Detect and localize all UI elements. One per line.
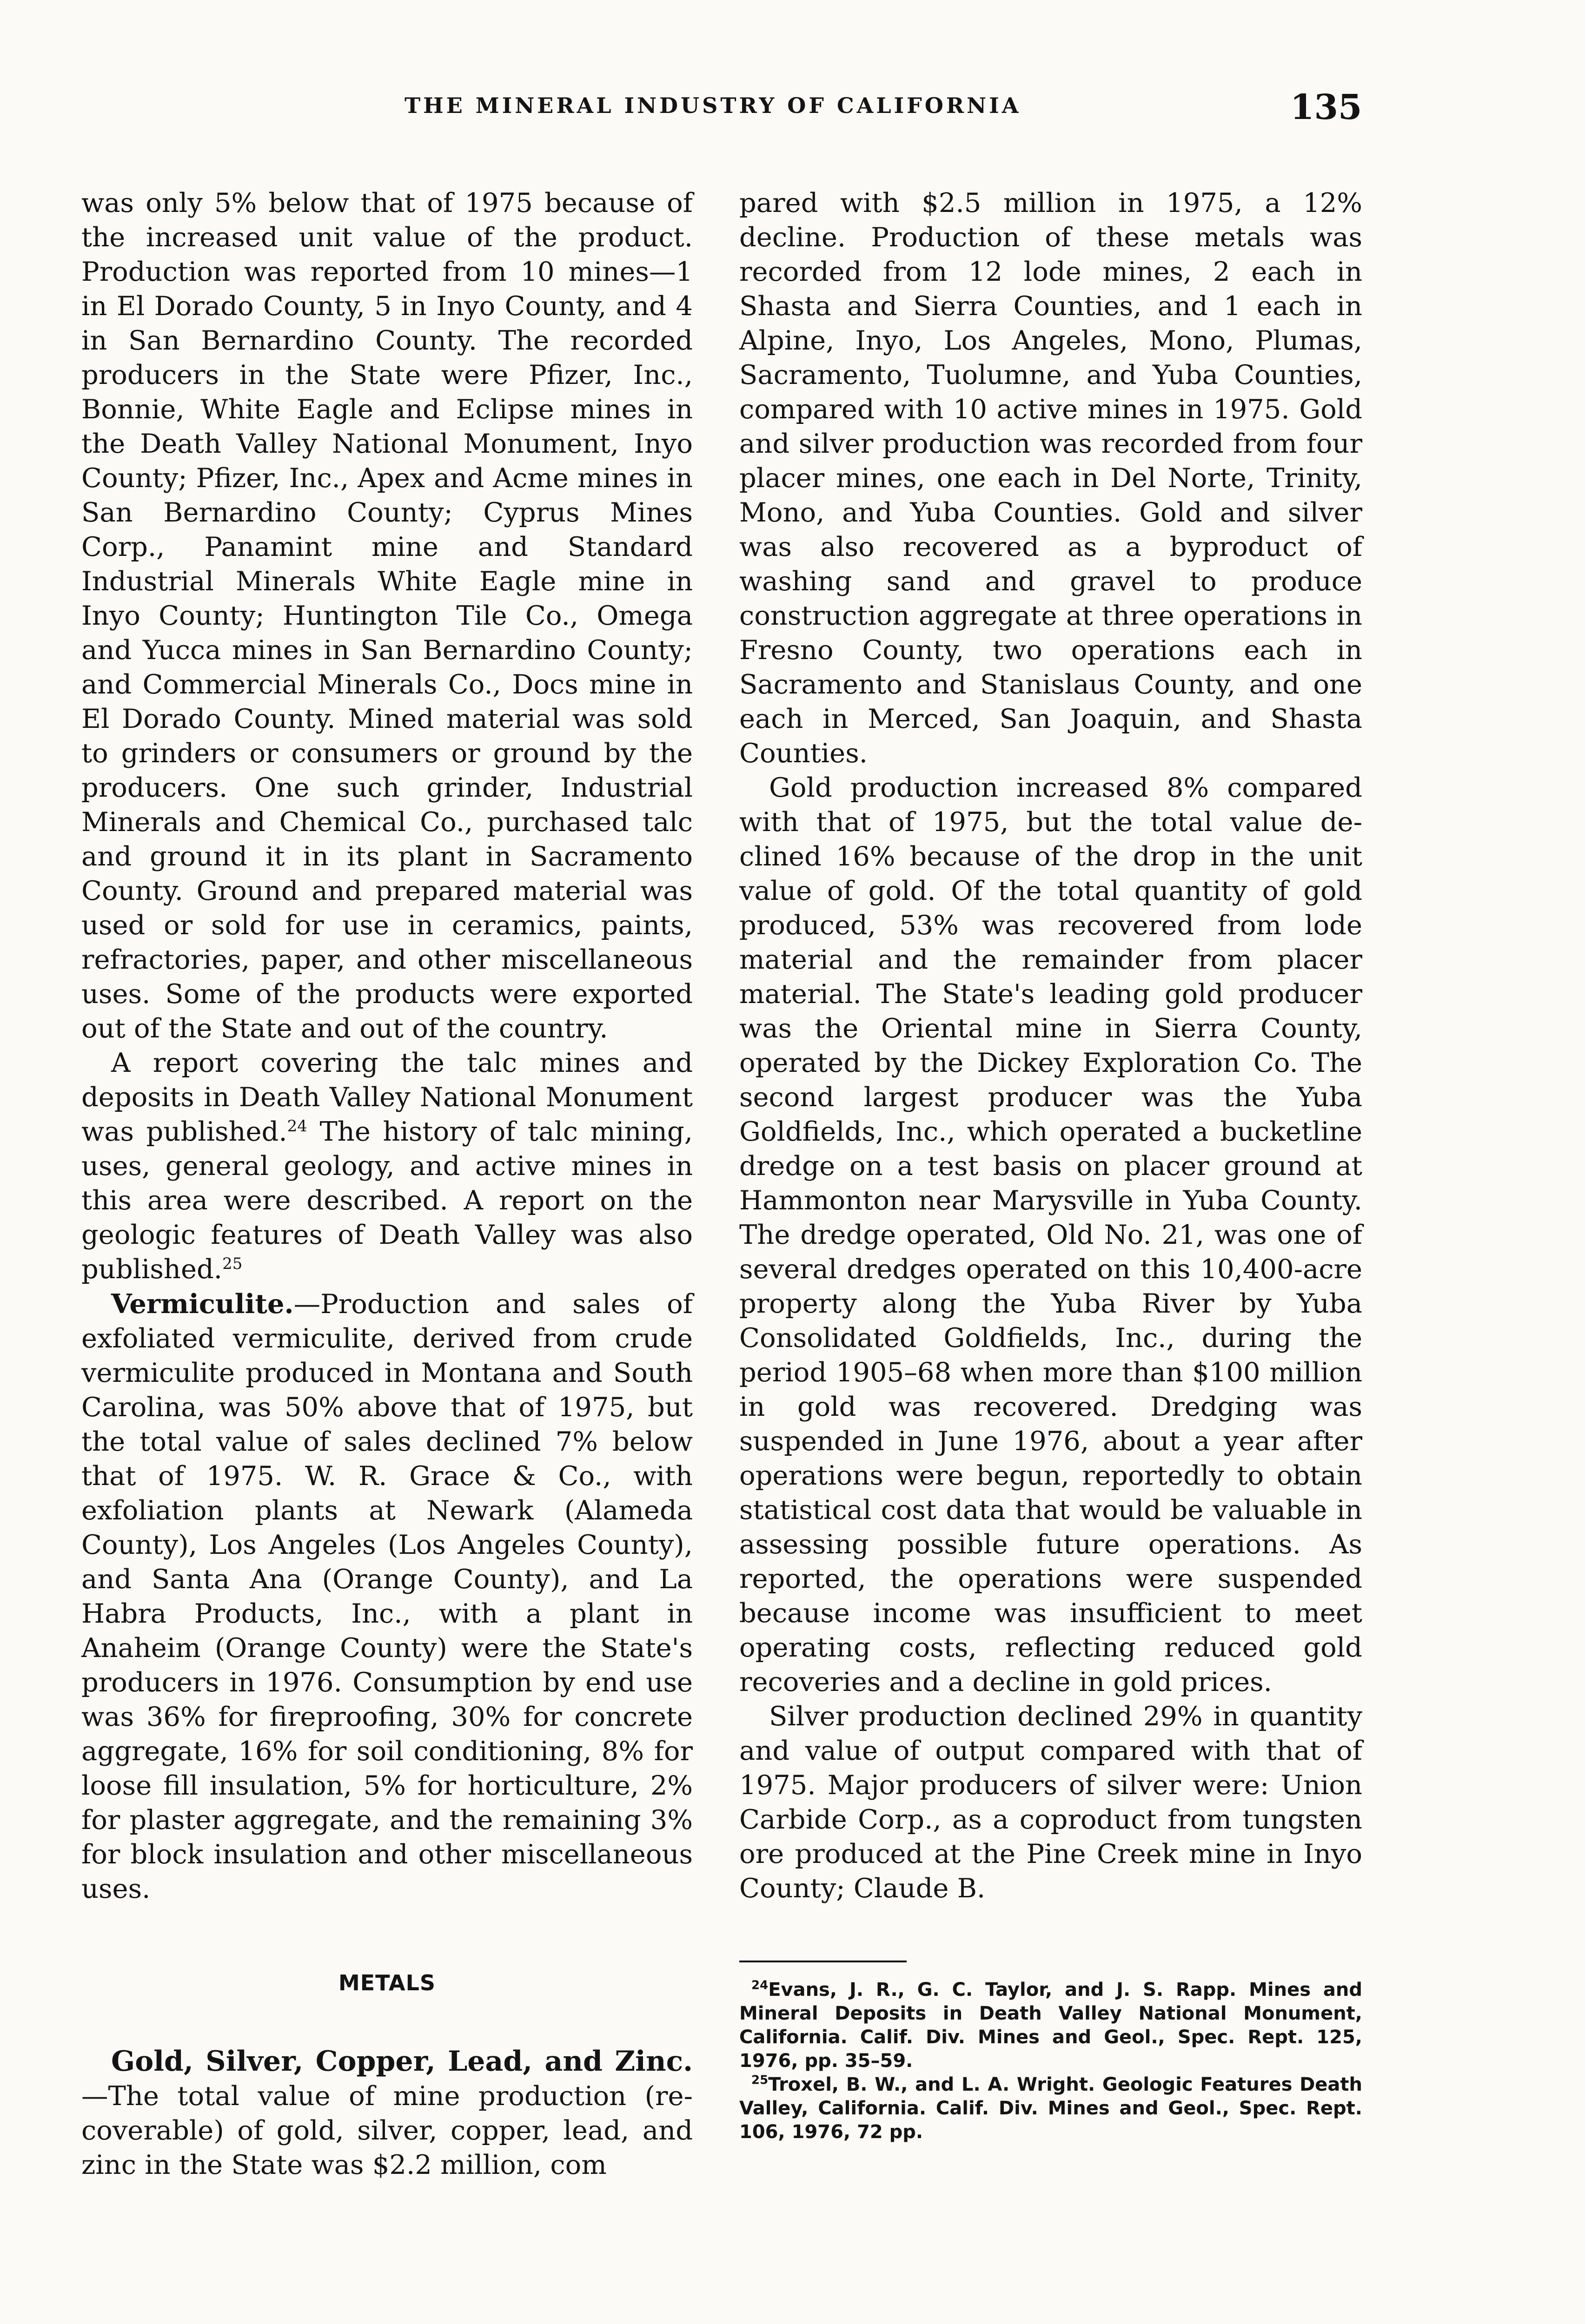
footnote-mark-24: 24 (751, 1978, 769, 1993)
footnotes (739, 1978, 1362, 2144)
paragraph-gold-silver (81, 2044, 693, 2182)
page-number: 135 (1290, 87, 1362, 127)
footnote-ref-25: 25 (222, 1254, 243, 1273)
footnote-25-text: Troxel, B. W., and L. A. Wright. Geologic Features Death Valley, California. Calif. Div. Mines and Geol., Spec. Rept. 106, 1976, 72 pp. (739, 2074, 1362, 2143)
running-title: THE MINERAL INDUSTRY OF CALIFORNIA (405, 93, 1021, 118)
gold-silver-heading: Gold, Silver, Copper, Lead, and Zinc. (111, 2045, 693, 2078)
paragraph-talc-report (81, 1046, 693, 1287)
footnote-spacer (739, 1906, 1362, 1961)
footnote-25 (739, 2073, 1362, 2144)
gold-silver-text: —The total value of mine production (recoverable) of gold, silver, copper, lead, and zinc in the State was $2.2 million, com (81, 2080, 693, 2180)
left-column (81, 186, 693, 2182)
footnote-mark-25: 25 (751, 2073, 769, 2087)
footnote-24 (739, 1978, 1362, 2073)
talc-report-text-b: The history of talc mining, uses, general geology, and active mines in this area were described. A report on the geologic features of Death Valley was also published. (81, 1116, 693, 1285)
footnote-ref-24: 24 (287, 1116, 307, 1136)
paragraph-silver-production: Silver production declined 29% in quantity and value of output compared with that of 1975. Major producers of silver were: Union Carbide Corp., as a coproduct from tungsten ore produced at the Pine Creek mine in Inyo County; Claude B. (739, 1701, 1362, 1904)
paragraph-gold-production: Gold production increased 8% compared with that of 1975, but the total value declined 16% because of the drop in the unit value of gold. Of the total quantity of gold produced, 53% was recovered from lode material and the remainder from placer material. The State's leading gold producer was the Oriental mine in Sierra County, operated by the Dickey Exploration Co. The second largest producer was the Yuba Goldfields, Inc., which operated a bucketline dredge on a test basis on placer ground at Hammonton near Marysville in Yuba County. The dredge operated, Old No. 21, was one of several dredges operated on this 10,400-acre property along the Yuba River by Yuba Consolidated Goldfields, Inc., during the period 1905–68 when more than $100 million in gold was recovered. Dredging was suspended in June 1976, about a year after operations were begun, reportedly to obtain statistical cost data that would be valuable in assessing possible future operations. As reported, the operations were suspended because income was insufficient to meet operating costs, reflecting reduced gold recoveries and a decline in gold prices. (739, 772, 1362, 1697)
section-heading-metals: METALS (338, 1970, 436, 1995)
vermiculite-text: —Production and sales of exfoliated vermiculite, derived from crude vermiculite produced in Montana and South Carolina, was 50% above that of 1975, but the total value of sales declined 7% below that of 1975. W. R. Grace & Co., with exfoliation plants at Newark (Alameda County), Los Angeles (Los Angeles County), and Santa Ana (Orange County), and La Habra Products, Inc., with a plant in Anaheim (Orange County) were the State's producers in 1976. Consumption by end use was 36% for fireproofing, 30% for concrete aggregate, 16% for soil conditioning, 8% for loose fill insulation, 5% for horticulture, 2% for plaster aggregate, and the remaining 3% for block insulation and other miscellaneous uses. (81, 1288, 693, 1904)
talc-report-text-a: A report covering the talc mines and deposits in Death Valley National Monument was published. (81, 1047, 693, 1147)
right-column (739, 186, 1362, 2144)
footnote-divider (739, 1961, 907, 1962)
vermiculite-heading: Vermiculite. (111, 1288, 294, 1320)
paragraph-talc-producers: was only 5% below that of 1975 because of the increased unit value of the product. Production was reported from 10 mines—1 in El Dorado County, 5 in Inyo County, and 4 in San Bernardino County. The recorded producers in the State were Pfizer, Inc., Bonnie, White Eagle and Eclipse mines in the Death Valley National Monument, Inyo County; Pfizer, Inc., Apex and Acme mines in San Bernardino County; Cyprus Mines Corp., Panamint mine and Standard Industrial Minerals White Eagle mine in Inyo County; Huntington Tile Co., Omega and Yucca mines in San Bernardino County; and Commercial Minerals Co., Docs mine in El Dorado County. Mined material was sold to grinders or consumers or ground by the producers. One such grinder, Industrial Minerals and Chemical Co., purchased talc and ground it in its plant in Sacramento County. Ground and prepared material was used or sold for use in ceramics, paints, refractories, paper, and other miscellaneous uses. Some of the products were exported out of the State and out of the country. (81, 187, 693, 1044)
running-header (0, 87, 1585, 130)
paragraph-metals-production: pared with $2.5 million in 1975, a 12% decline. Production of these metals was recorded from 12 lode mines, 2 each in Shasta and Sierra Counties, and 1 each in Alpine, Inyo, Los Angeles, Mono, Plumas, Sacramento, Tuolumne, and Yuba Counties, compared with 10 active mines in 1975. Gold and silver production was recorded from four placer mines, one each in Del Norte, Trinity, Mono, and Yuba Counties. Gold and silver was also recovered as a byproduct of washing sand and gravel to produce construction aggregate at three operations in Fresno County, two operations each in Sacramento and Stanislaus County, and one each in Merced, San Joaquin, and Shasta Counties. (739, 187, 1362, 769)
footnote-24-text: Evans, J. R., G. C. Taylor, and J. S. Rapp. Mines and Mineral Deposits in Death Valley National Monument, California. Calif. Div. Mines and Geol., Spec. Rept. 125, 1976, pp. 35–59. (739, 1979, 1362, 2072)
paragraph-vermiculite (81, 1287, 693, 1906)
